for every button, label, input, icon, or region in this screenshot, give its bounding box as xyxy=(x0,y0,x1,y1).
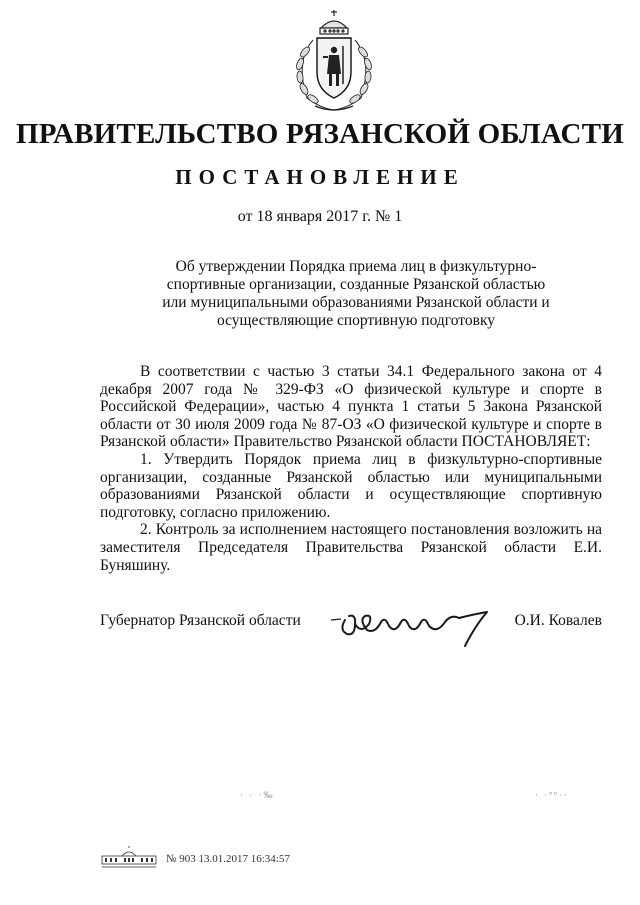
building-stamp-icon xyxy=(100,846,158,870)
handwritten-signature-icon xyxy=(325,600,500,650)
document-body xyxy=(100,363,602,574)
clause-1-paragraph: 1. Утвердить Порядок приема лиц в физкультурно-спортивные организации, созданные Рязанской областью или муниципальными образованиями Рязанской области и осуществляющие спортивную подготовку, согласно приложению. xyxy=(100,450,602,521)
subject-line: Об утверждении Порядка приема лиц в физкультурно- xyxy=(175,258,537,275)
preamble-paragraph: В соответствии с частью 3 статьи 34.1 Федерального закона от 4 декабря 2007 года № 329-ФЗ «О физической культуре и спорте в Российской Федерации», частью 4 пункта 1 статьи 5 Закона Рязанской области от 30 июля 2009 года № 87-ОЗ «О физической культуре и спорте в Рязанской области» Правительство Рязанской области ПОСТАНОВЛЯЕТ: xyxy=(100,363,602,451)
signatory-position: Губернатор Рязанской области xyxy=(100,612,301,629)
signatory-name: О.И. Ковалев xyxy=(514,612,602,629)
clause-2-paragraph: 2. Контроль за исполнением настоящего постановления возложить на заместителя Председателя Правительства Рязанской области Е.И. Буняшину. xyxy=(100,521,602,574)
scan-artifact: · ·ºº·· xyxy=(535,790,569,800)
subject-line: или муниципальными образованиями Рязанской области и xyxy=(162,294,550,311)
document-date-number: от 18 января 2017 г. № 1 xyxy=(237,208,403,225)
registration-number: № 903 13.01.2017 16:34:57 xyxy=(166,853,290,865)
document-type: ПОСТАНОВЛЕНИЕ xyxy=(175,165,465,189)
subject-line: осуществляющие спортивную подготовку xyxy=(216,312,496,329)
org-title: ПРАВИТЕЛЬСТВО РЯЗАНСКОЙ ОБЛАСТИ xyxy=(16,118,624,150)
subject-line: спортивные организации, созданные Рязанской областью xyxy=(166,276,546,293)
coat-of-arms-icon xyxy=(285,6,383,114)
signature-block xyxy=(100,600,602,650)
registration-stamp xyxy=(100,846,360,870)
scan-artifact: · · ·‰ xyxy=(240,790,275,800)
document-subject xyxy=(150,258,562,330)
